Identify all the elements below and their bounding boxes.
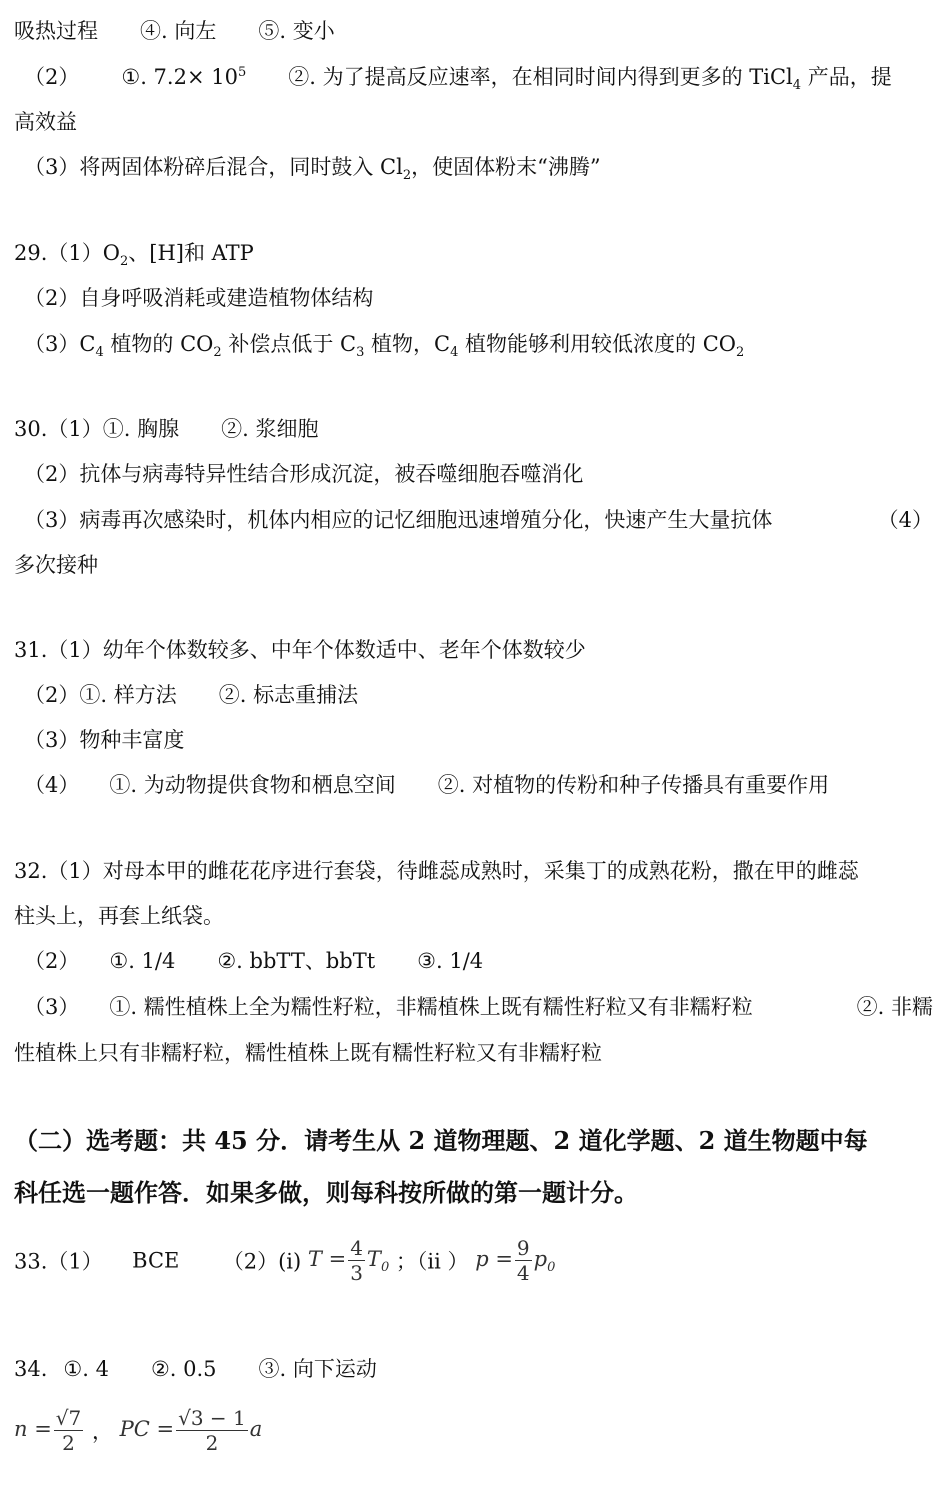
- text: 植物的 CO: [103, 332, 214, 356]
- q34-line-1: [14, 1354, 933, 1384]
- text: 植物能够利用较低浓度的 CO: [458, 332, 737, 356]
- q29-line-3: [24, 329, 933, 359]
- exponent: 5: [237, 65, 247, 80]
- q32-line-2: 柱头上，再套上纸袋。: [14, 904, 224, 928]
- numerator: √7: [55, 1406, 82, 1430]
- denominator: 2: [205, 1431, 219, 1455]
- text: 补偿点低于 C: [221, 332, 357, 356]
- q31-line-4: [24, 770, 933, 800]
- formula-p: [475, 1236, 556, 1285]
- item-label: （4）: [24, 773, 80, 797]
- text: T: [366, 1247, 381, 1271]
- denominator: 2: [62, 1431, 75, 1455]
- fraction: [54, 1406, 83, 1455]
- q31-line-1: 31.（1）幼年个体数较多、中年个体数适中、老年个体数较少: [14, 638, 586, 662]
- q29-line-1: [14, 238, 933, 268]
- item-label: （3）: [24, 995, 80, 1019]
- text: 30.（1）①. 胸腺: [14, 417, 180, 441]
- subscript: 4: [450, 345, 459, 361]
- text: 、[H]和 ATP: [128, 241, 254, 265]
- subscript: 2: [736, 345, 745, 361]
- text: 29.（1）O: [14, 241, 120, 265]
- text: ②. 浆细胞: [221, 417, 319, 441]
- item-label: （2）: [24, 949, 80, 973]
- fraction: [348, 1236, 365, 1285]
- denominator: 3: [350, 1261, 363, 1285]
- text: BCE: [132, 1248, 180, 1273]
- text: （2）(i): [222, 1249, 302, 1274]
- numerator: 4: [350, 1236, 363, 1260]
- text: ②. 0.5: [150, 1357, 217, 1381]
- formula-n: [14, 1406, 92, 1455]
- section-heading-line-2: 科任选一题作答．如果多做，则每科按所做的第一题计分。: [14, 1178, 638, 1207]
- q30-line-4: 多次接种: [14, 553, 98, 577]
- q32-line-5: 性植株上只有非糯籽粒，糯性植株上既有糯性籽粒又有非糯籽粒: [14, 1041, 602, 1065]
- line-28-3: [24, 152, 933, 182]
- text: ，: [91, 1419, 113, 1444]
- q32-line-3: [24, 946, 933, 976]
- q30-line-1: [14, 414, 933, 444]
- text: ；（ii ）: [395, 1249, 469, 1274]
- line-absorb: [14, 16, 933, 46]
- text: （3）将两固体粉碎后混合，同时鼓入 Cl: [24, 155, 403, 179]
- line-continue: 高效益: [14, 110, 77, 134]
- numerator: 9: [516, 1236, 530, 1260]
- line-28-2: [24, 62, 933, 92]
- text: T =: [307, 1247, 347, 1271]
- text: ③. 向下运动: [258, 1357, 377, 1381]
- q31-line-2: [24, 680, 933, 710]
- q34-line-2: [14, 1406, 262, 1455]
- subscript: 0: [380, 1260, 390, 1276]
- text: 植物，C: [364, 332, 451, 356]
- text: 34.: [14, 1357, 48, 1381]
- q32-line-1: 32.（1）对母本甲的雌花花序进行套袋，待雌蕊成熟时，采集丁的成熟花粉，撒在甲的雌蕊: [14, 859, 859, 883]
- formula-T: [307, 1236, 396, 1285]
- item-label: （2）: [24, 65, 80, 89]
- subscript: 4: [95, 345, 104, 361]
- text: ②. 非糯: [856, 995, 933, 1019]
- text: （2）①. 样方法: [24, 683, 177, 707]
- numerator: √3 − 1: [178, 1406, 246, 1430]
- q30-line-2: （2）抗体与病毒特异性结合形成沉淀，被吞噬细胞吞噬消化: [24, 462, 584, 486]
- text: a: [249, 1417, 263, 1441]
- answer-1: ①. 7.2× 10: [121, 65, 238, 89]
- subscript: 3: [356, 345, 365, 361]
- q33-line: [14, 1236, 555, 1285]
- text: ①. 1/4: [109, 949, 176, 973]
- q32-line-4: [24, 992, 933, 1022]
- q29-line-2: （2）自身呼吸消耗或建造植物体结构: [24, 286, 374, 310]
- text: （3）C: [24, 332, 96, 356]
- text: ①. 为动物提供食物和栖息空间: [109, 773, 396, 797]
- denominator: 4: [516, 1261, 530, 1285]
- subscript: 0: [547, 1260, 556, 1276]
- text: ②. 标志重捕法: [218, 683, 359, 707]
- text: （3）病毒再次感染时，机体内相应的记忆细胞迅速增殖分化，快速产生大量抗体: [24, 508, 773, 532]
- text: ，使固体粉末“沸腾”: [411, 155, 601, 179]
- text: p: [533, 1247, 548, 1271]
- text: n =: [14, 1417, 52, 1441]
- text: ③. 1/4: [417, 949, 484, 973]
- subscript: 4: [792, 78, 802, 94]
- answer-2: ②. 为了提高反应速率，在相同时间内得到更多的 TiCl: [288, 65, 793, 89]
- answer-4: ④. 向左: [140, 19, 217, 43]
- text: PC =: [119, 1417, 175, 1441]
- text: 33.（1）: [14, 1249, 103, 1274]
- text: ①. 4: [63, 1357, 109, 1381]
- text: ①. 糯性植株上全为糯性籽粒，非糯植株上既有糯性籽粒又有非糯籽粒: [109, 995, 753, 1019]
- fraction: [176, 1406, 248, 1455]
- formula-pc: [119, 1406, 263, 1455]
- answer-5: ⑤. 变小: [258, 19, 335, 43]
- text: p =: [475, 1247, 513, 1271]
- item-label: （4）: [877, 508, 933, 532]
- q31-line-3: （3）物种丰富度: [24, 728, 185, 752]
- text: 产品，提: [801, 65, 892, 89]
- subscript: 2: [119, 254, 129, 270]
- fraction: [515, 1236, 532, 1285]
- text: 吸热过程: [14, 19, 98, 43]
- text: ②. 对植物的传粉和种子传播具有重要作用: [437, 773, 830, 797]
- subscript: 2: [213, 345, 222, 361]
- text: ②. bbTT、bbTt: [217, 949, 376, 973]
- subscript: 2: [402, 168, 412, 184]
- section-heading-line-1: （二）选考题：共 45 分．请考生从 2 道物理题、2 道化学题、2 道生物题中每: [14, 1126, 868, 1155]
- q30-line-3: [24, 505, 933, 535]
